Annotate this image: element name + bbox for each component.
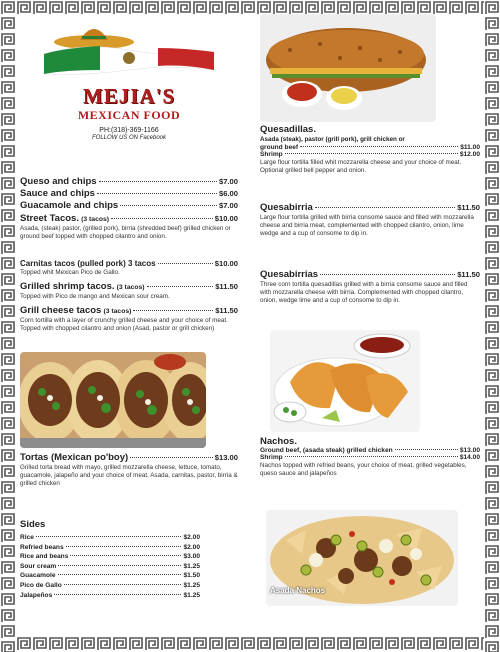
restaurant-phone: PH:(318)-369-1166: [99, 127, 159, 134]
item-description: Grilled torta bread with mayo, grilled mozzarella cheese, lettuce, tomato, guacamole, jalapeño and your choice of meat. Asada, carnitas, pastor, birria & grilled chicken: [20, 464, 238, 488]
side-item: Guacamole $1.50: [20, 572, 200, 580]
menu-item-sauce-chips: [20, 188, 238, 199]
menu-item-grilled-shrimp-tacos: [20, 281, 238, 301]
restaurant-name: MEJIA'S: [82, 84, 176, 108]
item-description: Asada, (steak) pastor, (grilled pork), birria (shredded beef) grilled chicken or ground beef topped with chopped cilantro and onion.: [20, 225, 231, 241]
item-price: $6.00: [218, 189, 238, 198]
menu-item-tortas: [20, 452, 238, 489]
menu-item-grill-cheese-tacos: [20, 305, 238, 333]
nachos-title: Nachos.: [260, 436, 297, 447]
item-name: Queso and chips: [20, 176, 97, 187]
restaurant-social: FOLLOW US ON Facebook: [91, 135, 167, 141]
photo-caption: Asada Nachos: [270, 586, 326, 595]
side-item: Rice $2.00: [20, 534, 200, 541]
item-tag: (3 tacos): [116, 284, 145, 291]
item-name: Shrimp: [260, 454, 283, 461]
item-name: Grilled shrimp tacos.: [20, 281, 115, 292]
side-item: Jalapeños $1.25: [20, 591, 200, 599]
decorative-border-right: [484, 0, 500, 652]
item-price: $7.00: [218, 201, 238, 210]
side-item: Refried beans $2.00: [20, 543, 200, 551]
item-description: Large flour tortilla filled whit mozzarella cheese and your choice of meat. Optional grilled bell pepper and onion.: [260, 159, 462, 175]
sides-section: [20, 519, 200, 600]
side-item: Pico de Gallo $1.25: [20, 581, 200, 589]
item-name: ground beef: [260, 144, 299, 152]
quesabirria-photo: [270, 330, 420, 432]
item-price: $10.00: [214, 259, 238, 268]
quesadillas-section: [260, 124, 480, 176]
item-price: $11.50: [215, 282, 238, 291]
torta-photo: [260, 14, 436, 122]
item-name: Grill cheese tacos: [20, 305, 102, 316]
item-name: Shrimp: [260, 151, 283, 159]
quesadillas-meats: Asada (steak), pastor (grill pork), grill chicken or: [260, 136, 405, 143]
item-price: $11.00: [460, 144, 480, 152]
item-description: Topped with Pico de mango and Mexican sour cream.: [20, 293, 170, 300]
item-price: $14.00: [459, 454, 480, 461]
item-name: Carnitas tacos (pulled pork) 3 tacos: [20, 259, 156, 268]
item-name: Sauce and chips: [20, 188, 95, 199]
item-price: $11.50: [457, 203, 480, 212]
item-price: $13.00: [214, 453, 238, 462]
nachos-section: [260, 436, 480, 478]
item-price: $11.50: [457, 270, 480, 279]
menu-item-queso-chips: [20, 176, 238, 187]
restaurant-logo: [44, 16, 214, 146]
menu-item-quesabirrias: [260, 269, 480, 306]
street-tacos-photo: [20, 352, 206, 448]
menu-page: [20, 14, 480, 638]
item-price: $7.00: [218, 177, 238, 186]
item-description: Topped whit Mexican Pico de Gallo.: [20, 269, 120, 276]
restaurant-subtitle: MEXICAN FOOD: [77, 108, 181, 122]
side-item: Sour cream $1.25: [20, 562, 200, 570]
item-price: $11.50: [215, 306, 238, 315]
item-name: Quesabirria: [260, 202, 313, 213]
menu-item-street-tacos: [20, 213, 238, 241]
side-item: Rice and beans $3.00: [20, 553, 200, 561]
item-name: Guacamole and chips: [20, 200, 119, 211]
item-description: Corn tortilla with a layer of crunchy grilled cheese and your choice of meat. Topped with chopped cilantro and onion (Asad, pastor or grill chicken): [20, 317, 228, 333]
item-description: Large flour tortilla grilled with birria consome sauce and filled with mozzarella cheese and birria meat, complemented with chopped cilantro, onion, lime wedge and a cup of consome to dip in.: [260, 214, 474, 238]
item-tag: (3 tacos): [81, 216, 110, 223]
item-description: Three corn tortilla quesadillas grilled with a birria consome sauce and filled with mozzarella cheese with birria. Complemented with chopped cilantro, onion, wedge lime and a cup of consome to dip in.: [260, 281, 468, 305]
decorative-border-left: [0, 0, 16, 652]
item-price: $12.00: [459, 151, 480, 159]
item-price: $13.00: [459, 447, 480, 454]
sides-title: Sides: [20, 519, 46, 530]
item-description: Nachos topped with refried beans, your choice of meat, grilled vegetables, queso sauce and jalapeños: [260, 462, 467, 478]
menu-item-carnitas-tacos: [20, 259, 238, 277]
item-tag: (3 tacos): [103, 308, 132, 315]
asada-nachos-photo: [266, 510, 458, 606]
item-price: $10.00: [214, 214, 238, 223]
item-name: Ground beef, (asada steak) grilled chicken: [260, 447, 393, 454]
decorative-border-bottom: [0, 636, 500, 652]
quesadillas-title: Quesadillas.: [260, 124, 316, 135]
item-name: Street Tacos.: [20, 213, 79, 224]
menu-item-quesabirria: [260, 202, 480, 239]
menu-item-guacamole-chips: [20, 200, 238, 211]
item-name: Tortas (Mexican po'boy): [20, 452, 129, 463]
item-name: Quesabirrias: [260, 269, 319, 280]
sombrero-flag-icon: [44, 20, 214, 80]
